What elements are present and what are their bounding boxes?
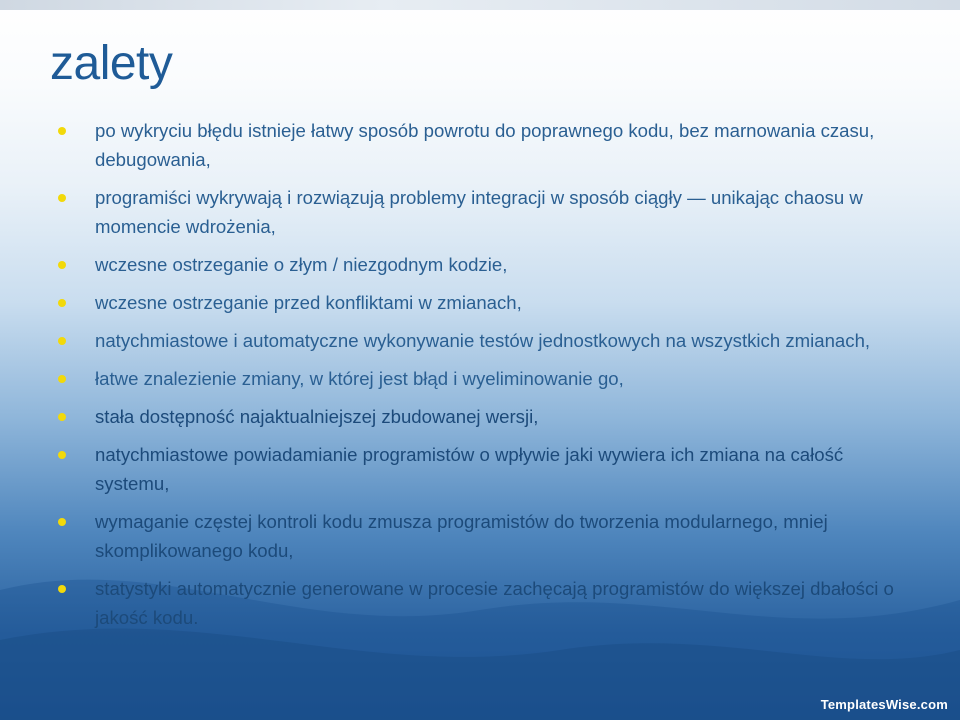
bullet-item	[58, 402, 918, 431]
bullet-icon	[58, 413, 66, 421]
bullet-icon	[58, 585, 66, 593]
bullet-text: po wykryciu błędu istnieje łatwy sposób powrotu do poprawnego kodu, bez marnowania czasu, debugowania,	[95, 120, 875, 170]
bullet-text: statystyki automatycznie generowane w procesie zachęcają programistów do większej dbałości o jakość kodu.	[95, 578, 894, 628]
bullet-text: stała dostępność najaktualniejszej zbudowanej wersji,	[95, 406, 539, 427]
bullet-icon	[58, 261, 66, 269]
bullet-item	[58, 250, 918, 279]
bullet-icon	[58, 337, 66, 345]
bullet-item	[58, 364, 918, 393]
bullet-text: natychmiastowe powiadamianie programistów o wpływie jaki wywiera ich zmiana na całość systemu,	[95, 444, 844, 494]
bullet-icon	[58, 375, 66, 383]
bullet-icon	[58, 451, 66, 459]
bullet-item	[58, 183, 918, 241]
bullet-item	[58, 326, 918, 355]
watermark-logo: TemplatesWise.com	[820, 697, 948, 712]
bullet-text: natychmiastowe i automatyczne wykonywanie testów jednostkowych na wszystkich zmianach,	[95, 330, 871, 351]
bullet-item	[58, 507, 918, 565]
bullet-icon	[58, 194, 66, 202]
bullet-icon	[58, 299, 66, 307]
bullet-text: łatwe znalezienie zmiany, w której jest błąd i wyeliminowanie go,	[95, 368, 624, 389]
bullet-item	[58, 440, 918, 498]
bullet-item	[58, 116, 918, 174]
bullet-icon	[58, 518, 66, 526]
bullet-item	[58, 288, 918, 317]
bullet-text: wymaganie częstej kontroli kodu zmusza programistów do tworzenia modularnego, mniej skomplikowanego kodu,	[95, 511, 828, 561]
slide-title: zalety	[50, 37, 173, 90]
bullet-list	[58, 116, 918, 641]
bullet-icon	[58, 127, 66, 135]
bullet-text: programiści wykrywają i rozwiązują problemy integracji w sposób ciągły — unikając chaosu w momencie wdrożenia,	[95, 187, 863, 237]
bullet-item	[58, 574, 918, 632]
bullet-text: wczesne ostrzeganie o złym / niezgodnym kodzie,	[95, 254, 508, 275]
bullet-text: wczesne ostrzeganie przed konfliktami w zmianach,	[95, 292, 522, 313]
